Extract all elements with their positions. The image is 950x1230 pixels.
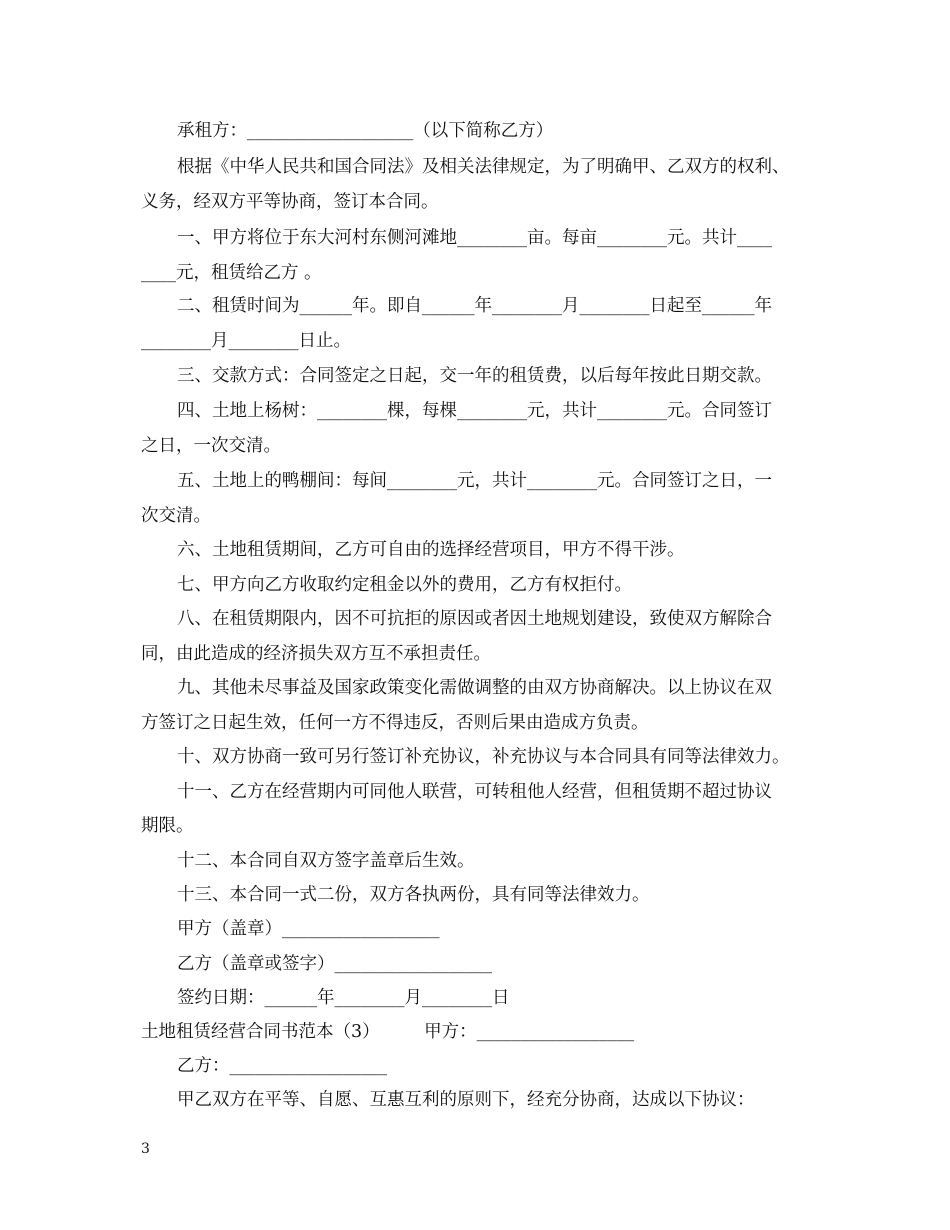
text-line: 十一、乙方在经营期内可同他人联营，可转租他人经营，但租赁期不超过协议 xyxy=(177,782,772,802)
text-line: ____元，租赁给乙方 。 xyxy=(141,263,322,283)
text-line: 期限。 xyxy=(141,816,194,836)
text-line: 五、土地上的鸭棚间：每间________元，共计________元。合同签订之日，一 xyxy=(177,471,772,491)
signature-party-a: 甲方（盖章）__________________ xyxy=(177,919,440,939)
text-line: 二、租赁时间为______年。即自______年________月________日起至______年 xyxy=(177,296,772,316)
signing-date: 签约日期：______年________月________日 xyxy=(177,988,510,1008)
text-line: 之日，一次交清。 xyxy=(141,436,281,456)
text-line: 同，由此造成的经济损失双方互不承担责任。 xyxy=(141,644,491,664)
text-line: 方签订之日起生效，任何一方不得违反，否则后果由造成方负责。 xyxy=(141,713,649,733)
signature-party-b: 乙方（盖章或签字）__________________ xyxy=(177,954,492,974)
text-line: 十二、本合同自双方签字盖章后生效。 xyxy=(177,851,475,871)
text-line: 七、甲方向乙方收取约定租金以外的费用，乙方有权拒付。 xyxy=(177,575,632,595)
text-line: 甲乙双方在平等、自愿、互惠互利的原则下，经充分协商，达成以下协议： xyxy=(177,1090,755,1110)
text-line: 八、在租赁期限内，因不可抗拒的原因或者因土地规划建设，致使双方解除合 xyxy=(177,609,772,629)
section-heading: 土地租赁经营合同书范本（3） 甲方：__________________ xyxy=(141,1022,635,1042)
text-line: 根据《中华人民共和国合同法》及相关法律规定，为了明确甲、乙双方的权利、 xyxy=(177,157,790,177)
text-line: 义务，经双方平等协商，签订本合同。 xyxy=(141,192,439,212)
text-line: 承租方：___________________（以下简称乙方） xyxy=(177,121,554,141)
text-line: 十、双方协商一致可另行签订补充协议，补充协议与本合同具有同等法律效力。 xyxy=(177,747,790,767)
text-line: 一、甲方将位于东大河村东侧河滩地________亩。每亩________元。共计____ xyxy=(177,228,772,248)
text-line: 六、土地租赁期间，乙方可自由的选择经营项目，甲方不得干涉。 xyxy=(177,540,685,560)
text-line: 十三、本合同一式二份，双方各执两份，具有同等法律效力。 xyxy=(177,885,650,905)
text-line: 四、土地上杨树：________棵，每棵________元，共计________元。合同签订 xyxy=(177,401,772,421)
text-line: 九、其他未尽事益及国家政策变化需做调整的由双方协商解决。以上协议在双 xyxy=(177,678,772,698)
text-line: ________月________日止。 xyxy=(141,331,351,351)
text-line: 三、交款方式：合同签定之日起，交一年的租赁费，以后每年按此日期交款。 xyxy=(177,366,772,386)
page-number: 3 xyxy=(141,1141,150,1157)
text-line: 乙方：__________________ xyxy=(177,1056,387,1076)
text-line: 次交清。 xyxy=(141,506,211,526)
